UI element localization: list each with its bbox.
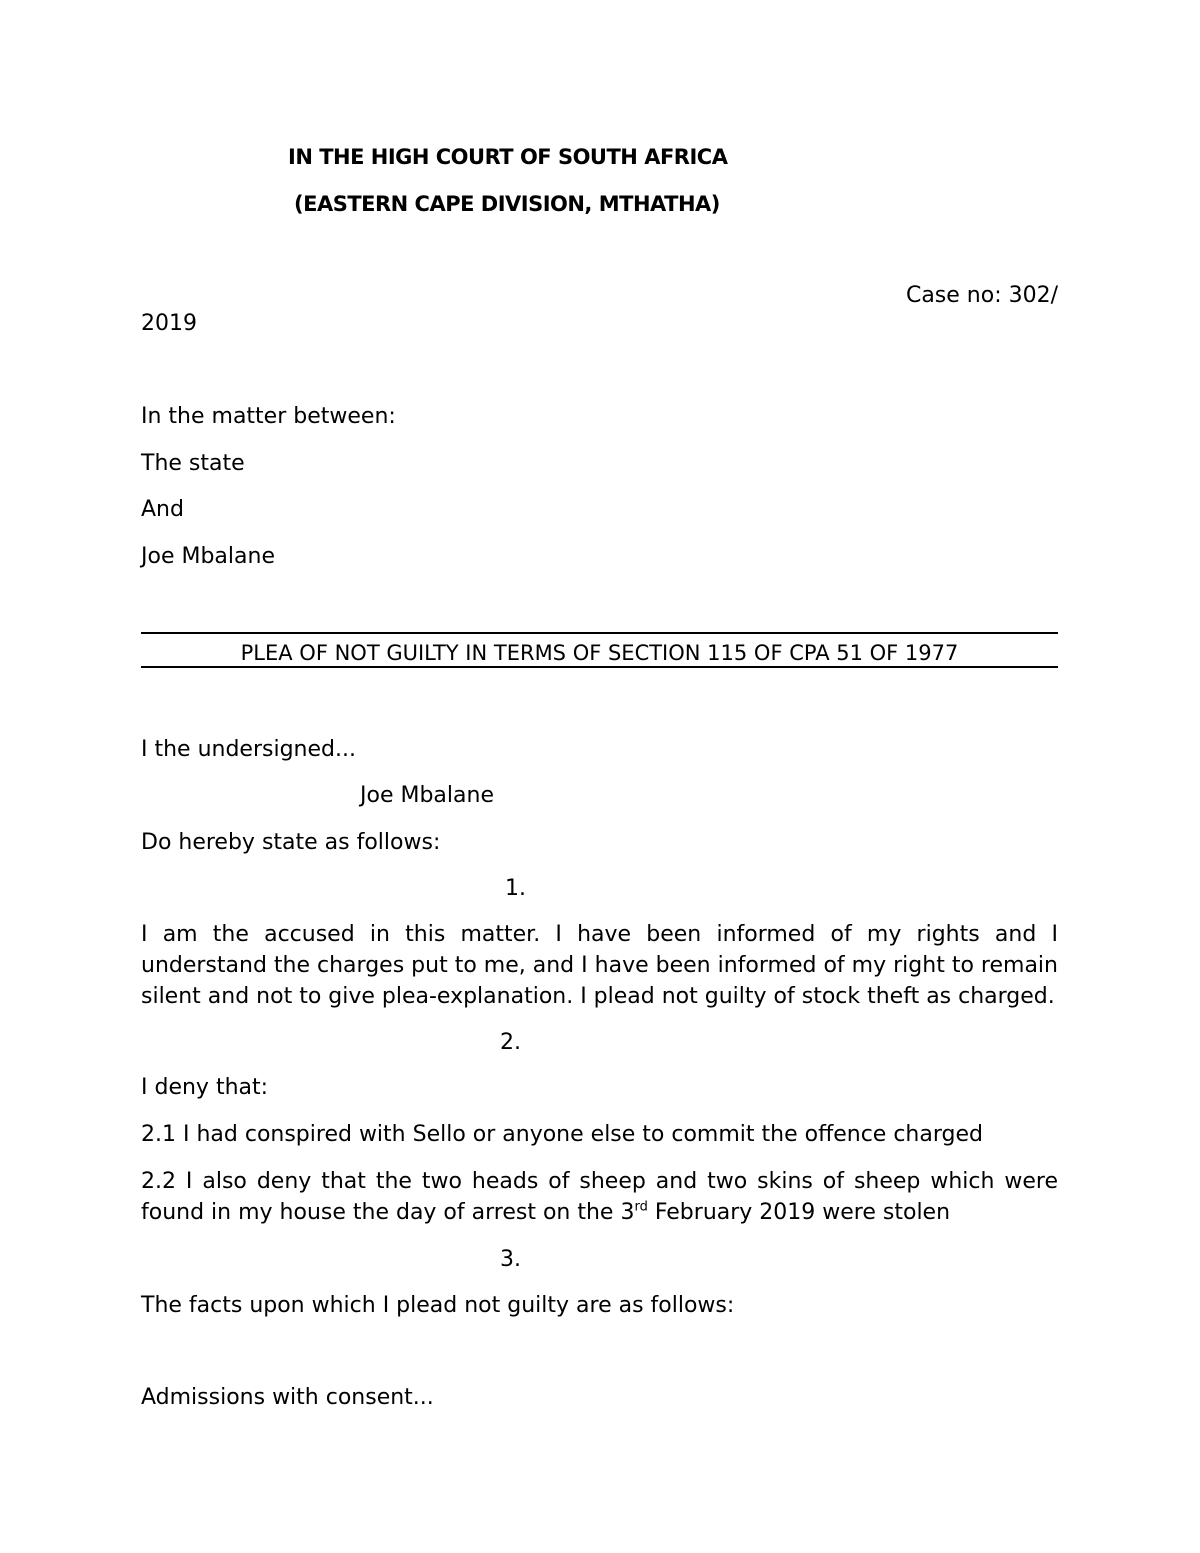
section-3-text: The facts upon which I plead not guilty are as follows:: [141, 1293, 735, 1318]
court-division: (EASTERN CAPE DIVISION, MTHATHA): [294, 192, 720, 216]
case-year: 2019: [141, 311, 197, 336]
section-2-2: [141, 1166, 1058, 1228]
section-2-number: 2.: [500, 1030, 521, 1055]
party-plaintiff: The state: [141, 451, 245, 476]
section-2-2-text-end: February 2019 were stolen: [647, 1200, 951, 1225]
section-1-paragraph: I am the accused in this matter. I have been informed of my rights and I understand the charges put to me, and I have been informed of my right to remain silent and not to give plea-explanation. I plead not guilty of stock theft as charged.: [141, 922, 1058, 1009]
title-bottom-rule: [141, 666, 1058, 668]
document-title: PLEA OF NOT GUILTY IN TERMS OF SECTION 115 OF CPA 51 OF 1977: [240, 641, 959, 665]
section-2-1: 2.1 I had conspired with Sello or anyone else to commit the offence charged: [141, 1122, 983, 1147]
section-3-number: 3.: [500, 1247, 521, 1272]
section-2-2-text-start: 2.2 I also deny that the two heads of sheep and two skins of sheep which were found in my house the day of arrest on the 3: [141, 1169, 1058, 1225]
party-accused: Joe Mbalane: [141, 544, 275, 569]
party-conjunction: And: [141, 497, 184, 522]
section-1-number: 1.: [505, 876, 526, 901]
section-2-intro: I deny that:: [141, 1075, 269, 1100]
admissions-line: Admissions with consent...: [141, 1385, 434, 1410]
ordinal-suffix: rd: [634, 1199, 648, 1215]
court-name: IN THE HIGH COURT OF SOUTH AFRICA: [288, 145, 728, 169]
parties-intro: In the matter between:: [141, 404, 396, 429]
state-follows-line: Do hereby state as follows:: [141, 830, 441, 855]
undersigned-name: Joe Mbalane: [360, 783, 494, 808]
undersigned-line: I the undersigned...: [141, 737, 356, 762]
case-number: Case no: 302/: [905, 283, 1058, 308]
title-top-rule: [141, 632, 1058, 634]
